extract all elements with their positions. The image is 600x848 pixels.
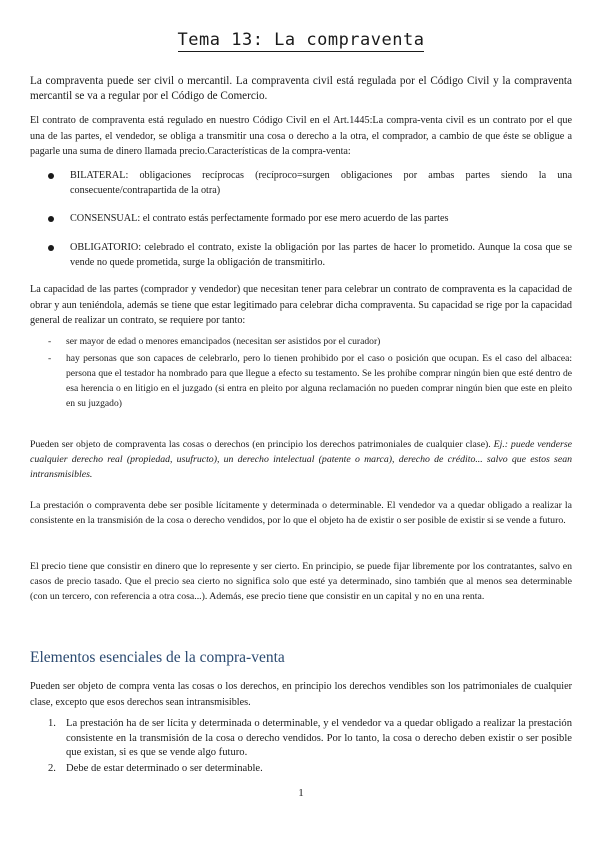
page-title: Tema 13: La compraventa bbox=[177, 30, 425, 50]
element-item: 1. La prestación ha de ser lícita y determinada o determinable, y el vendedor va a quedar obligado a realizar la prestación consistente en la transmisión de la cosa o derecho vendidos. Por lo tanto, la cosa o derecho deben existir o ser posible que existan, si es que se vende algo futuro. bbox=[48, 718, 572, 758]
bullet-icon bbox=[48, 245, 54, 251]
section-heading: Elementos esenciales de la compra-venta bbox=[30, 649, 285, 666]
requirement-item: - hay personas que son capaces de celebrarlo, pero lo tienen prohibido por el caso o posición que ocupan. Es el caso del albacea: persona que el testador ha nombrado para que llegue a efecto su testamento. Se les prohíbe comprar ningún bien que esté dentro de esa herencia o en litigio en el juzgado (si entra en pleito por alguna reclamación no pueden comprar ningún bien que este en pleito en su juzgado) bbox=[48, 353, 572, 409]
contract-definition-paragraph: El contrato de compraventa está regulado en nuestro Código Civil en el Art.1445:La compra-venta civil es un contrato por el que una de las partes, el vendedor, se obliga a transmitir una cosa o derecho a la otra, el comprador, a cambio de que éste se obligue a pagarle una suma de dinero llamada precio.Características de la compra-venta: bbox=[30, 115, 572, 157]
element-item: 2. Debe de estar determinado o ser determinable. bbox=[48, 763, 263, 774]
example-text: Ej.: puede venderse cualquier derecho real (propiedad, usufructo), un derecho intelectual (patente o marca), derecho de crédito... salvo que estos sean intransmisibles. bbox=[30, 439, 573, 480]
objects-paragraph: Pueden ser objeto de compraventa las cosas o derechos (en principio los derechos patrimoniales de cualquier clase). Ej.: puede venderse cualquier derecho real (propiedad, usufructo), un derecho intelectual (patente o marca), derecho de crédito... salvo que estos sean intransmisibles. bbox=[30, 439, 573, 480]
prestacion-paragraph: La prestación o compraventa debe ser posible lícitamente y determinada o determinable. El vendedor va a quedar obligado a realizar la consistente en la transmisión de la cosa o derecho vendidos, por lo que el objeto ha de existir o ser posible de existir si se vende a futuro. bbox=[30, 500, 572, 526]
intro-paragraph: La compraventa puede ser civil o mercantil. La compraventa civil está regulada por el Código Civil y la compraventa mercantil se va a regular por el Código de Comercio. bbox=[30, 75, 572, 102]
characteristic-item: CONSENSUAL: el contrato estás perfectamente formado por ese mero acuerdo de las partes bbox=[48, 211, 572, 226]
requirement-item: - ser mayor de edad o menores emancipados (necesitan ser asistidos por el curador) bbox=[48, 336, 381, 347]
capacity-paragraph: La capacidad de las partes (comprador y vendedor) que necesitan tener para celebrar un contrato de compraventa es la capacidad de obrar y aun teniéndola, además se tiene que estar legitimado para celebrar dicha compraventa. Su capacidad se rige por la capacidad general de realizar un contrato, se requiere por tanto: bbox=[30, 284, 572, 326]
characteristic-item: BILATERAL: obligaciones recíprocas (recíproco=surgen obligaciones por ambas partes siendo la una consecuente/contrapartida de la otra) bbox=[48, 168, 572, 198]
precio-paragraph: El precio tiene que consistir en dinero que lo represente y ser cierto. En principio, se puede fijar libremente por los contratantes, salvo en casos de precio tasado. Que el precio sea cierto no significa solo que esté ya determinado, sino también que al menos sea determinable (con un tercero, con referencia a otra cosa...). Además, ese precio tiene que consistir en un capital y no en una renta. bbox=[30, 561, 572, 602]
section-intro-paragraph: Pueden ser objeto de compra venta las cosas o los derechos, en principio los derechos vendibles son los patrimoniales de cualquier clase, excepto que esos derechos sean intransmisibles. bbox=[30, 681, 572, 708]
characteristic-item: OBLIGATORIO: celebrado el contrato, existe la obligación por las partes de hacer lo prometido. Aunque la cosa que se vende no quede prometida, surge la obligación de transmitirlo. bbox=[48, 240, 572, 270]
bullet-icon bbox=[48, 173, 54, 179]
bullet-icon bbox=[48, 216, 54, 222]
page-number: 1 bbox=[298, 787, 304, 799]
